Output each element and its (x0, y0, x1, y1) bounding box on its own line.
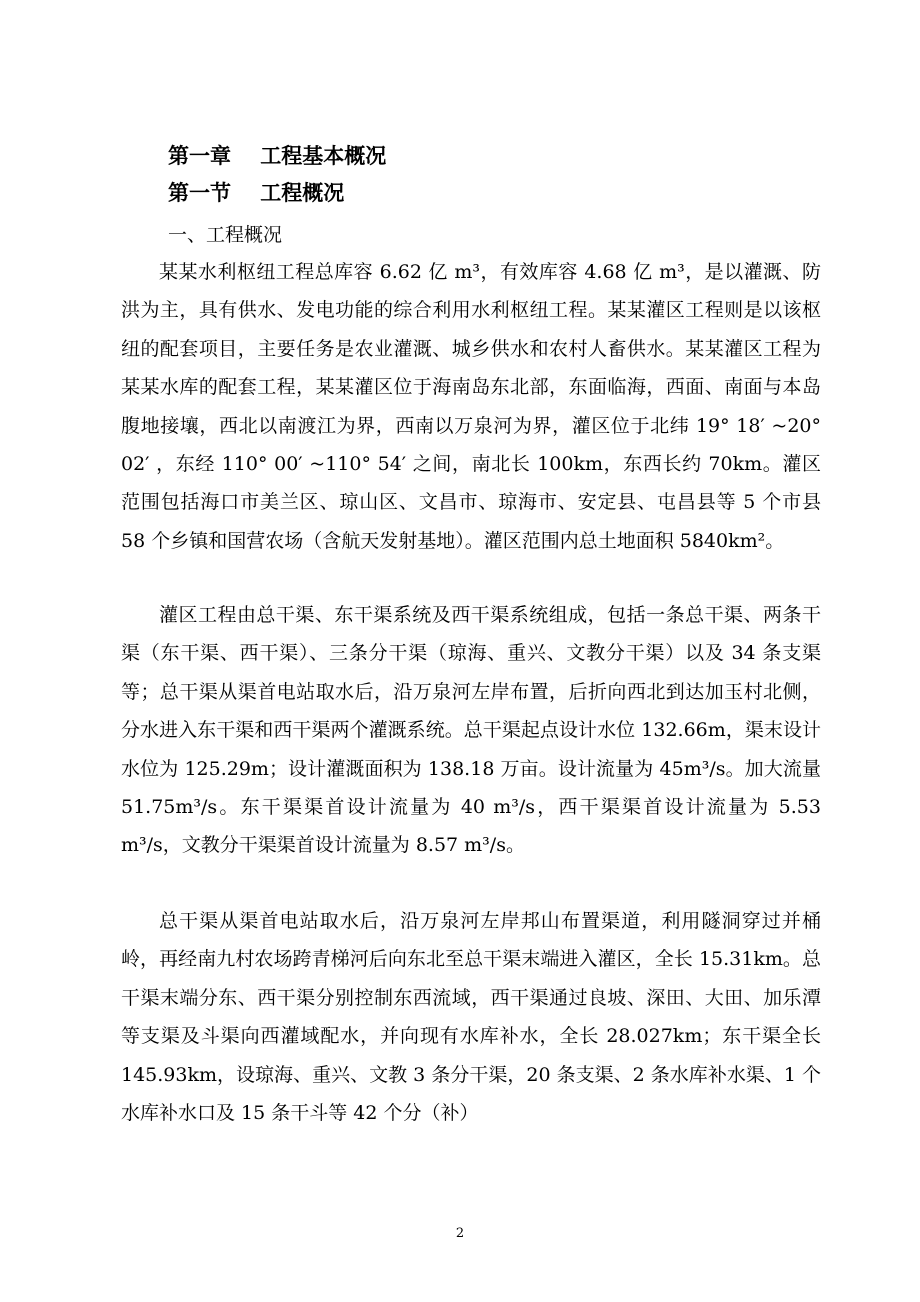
body-paragraph: 灌区工程由总干渠、东干渠系统及西干渠系统组成，包括一条总干渠、两条干渠（东干渠、西干渠）、三条分干渠（琼海、重兴、文教分干渠）以及 34 条支渠等；总干渠从渠首电站取水后，沿万泉河左岸布置，后折向西北到达加玉村北侧，分水进入东干渠和西干渠两个灌溉系统。总干渠起点设计水位 132.66m，渠末设计水位为 125.29m；设计灌溉面积为 138.18 万亩。设计流量为 45m³/s。加大流量 51.75m³/s。东干渠渠首设计流量为 40 m³/s，西干渠渠首设计流量为 5.53 m³/s，文教分干渠渠首设计流量为 8.57 m³/s。 (121, 604, 821, 857)
subsection-title: 一、工程概况 (168, 224, 283, 246)
section-title: 第一节 工程概况 (168, 181, 345, 205)
body-paragraph: 某某水利枢纽工程总库容 6.62 亿 m³，有效库容 4.68 亿 m³，是以灌溉、防洪为主，具有供水、发电功能的综合利用水利枢纽工程。某某灌区工程则是以该枢纽的配套项目，主要任务是农业灌溉、城乡供水和农村人畜供水。某某灌区工程为某某水库的配套工程，某某灌区位于海南岛东北部，东面临海，西面、南面与本岛腹地接壤，西北以南渡江为界，西南以万泉河为界，灌区位于北纬 19° 18′ ~20° 02′ ，东经 110° 00′ ~110° 54′ 之间，南北长 100km，东西长约 70km。灌区范围包括海口市美兰区、琼山区、文昌市、琼海市、安定县、屯昌县等 5 个市县 58 个乡镇和国营农场（含航天发射基地）。灌区范围内总土地面积 5840km²。 (121, 261, 821, 552)
body-paragraph: 总干渠从渠首电站取水后，沿万泉河左岸邦山布置渠道，利用隧洞穿过并桶岭，再经南九村农场跨青梯河后向东北至总干渠末端进入灌区，全长 15.31km。总干渠末端分东、西干渠分别控制东西流域，西干渠通过良坡、深田、大田、加乐潭等支渠及斗渠向西灌域配水，并向现有水库补水，全长 28.027km；东干渠全长 145.93km，设琼海、重兴、文教 3 条分干渠，20 条支渠、2 条水库补水渠、1 个水库补水口及 15 条干斗等 42 个分（补） (121, 910, 821, 1125)
page-number: 2 (455, 1226, 465, 1241)
chapter-title: 第一章 工程基本概况 (168, 144, 387, 168)
